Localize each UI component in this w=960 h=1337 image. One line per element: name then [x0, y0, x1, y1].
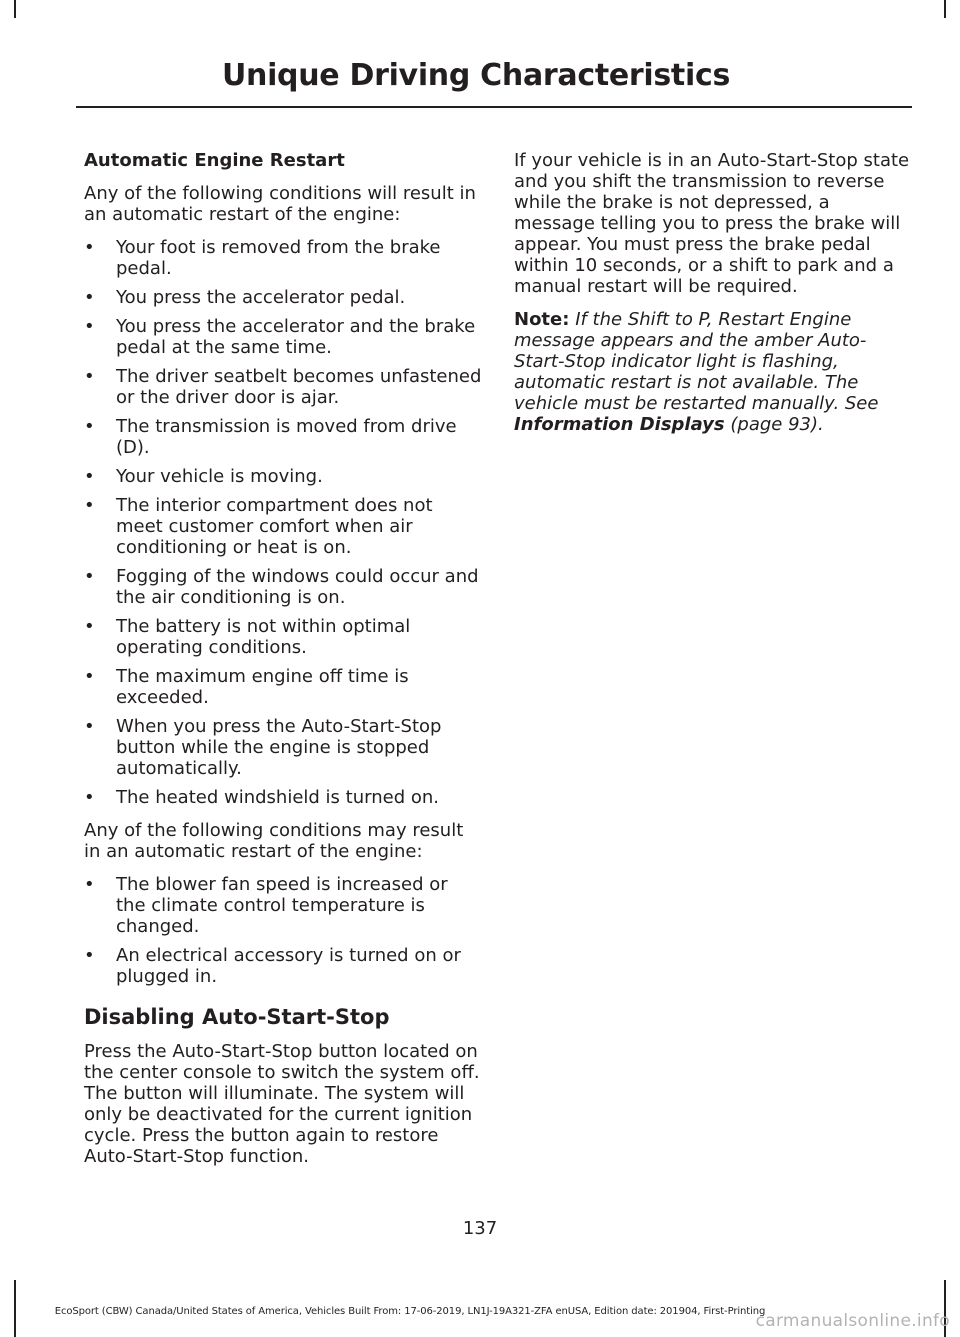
page-number: 137	[462, 1218, 498, 1239]
list-item: • When you press the Auto-Start-Stop button while the engine is stopped automatically.	[84, 716, 442, 779]
may-restart-list	[84, 874, 482, 987]
reverse-shift-paragraph: If your vehicle is in an Auto-Start-Stop state and you shift the transmission to reverse while the brake is not depressed, a message telling you to press the brake will appear. You must press the brake pedal within 10 seconds, or a shift to park and a manual restart will be required.	[514, 150, 910, 297]
bullet: •	[84, 666, 95, 687]
list-item: • The transmission is moved from drive (D).	[84, 416, 457, 458]
note-text: If the Shift to P, Restart Engine message appears and the amber Auto-Start-Stop indicator light is flashing, automatic restart is not available. The vehicle must be restarted manually. See	[514, 309, 879, 414]
page-reference: (page 93).	[730, 414, 824, 435]
list-item: • An electrical accessory is turned on or plugged in.	[84, 945, 461, 987]
left-column	[84, 150, 482, 1179]
bullet: •	[84, 495, 95, 516]
page-header-title: Unique Driving Characteristics	[221, 58, 730, 93]
list-item: • The heated windshield is turned on.	[84, 787, 439, 808]
bullet: •	[84, 716, 95, 737]
list-item: • You press the accelerator pedal.	[84, 287, 406, 308]
crop-mark-top-left	[14, 0, 16, 18]
list-item: • The blower fan speed is increased or the climate control temperature is changed.	[84, 874, 448, 937]
bullet: •	[84, 874, 95, 895]
disabling-paragraph: Press the Auto-Start-Stop button located on the center console to switch the system off. The button will illuminate. The system will only be deactivated for the current ignition cycle. Press the button again to restore Auto-Start-Stop function.	[84, 1041, 480, 1167]
bullet: •	[84, 566, 95, 587]
bullet: •	[84, 945, 95, 966]
list-item: • The maximum engine off time is exceeded.	[84, 666, 409, 708]
list-item: • Your foot is removed from the brake pedal.	[84, 237, 441, 279]
list-item: • Fogging of the windows could occur and the air conditioning is on.	[84, 566, 479, 608]
bullet: •	[84, 316, 95, 337]
list-item: • You press the accelerator and the brake pedal at the same time.	[84, 316, 476, 358]
will-restart-list	[84, 237, 482, 808]
right-column	[514, 150, 912, 447]
list-item: • The driver seatbelt becomes unfastened or the driver door is ajar.	[84, 366, 482, 408]
footer-edition-info: EcoSport (CBW) Canada/United States of America, Vehicles Built From: 17-06-2019, LN1J-19A321-ZFA enUSA, Edition date: 201904, First-Printing	[54, 1306, 766, 1317]
note-paragraph	[514, 309, 912, 435]
intro-may-result: Any of the following conditions may result in an automatic restart of the engine:	[84, 820, 464, 862]
bullet: •	[84, 616, 95, 637]
list-item: • Your vehicle is moving.	[84, 466, 323, 487]
intro-will-result: Any of the following conditions will result in an automatic restart of the engine:	[84, 183, 476, 225]
bullet: •	[84, 237, 95, 258]
watermark: carmanualsonline.info	[755, 1311, 950, 1331]
list-item: • The interior compartment does not meet customer comfort when air conditioning or heat is on.	[84, 495, 433, 558]
bullet: •	[84, 366, 95, 387]
bullet: •	[84, 466, 95, 487]
bullet: •	[84, 416, 95, 437]
heading-disabling-auto-start-stop: Disabling Auto-Start-Stop	[84, 1005, 390, 1029]
crop-mark-top-right	[944, 0, 946, 18]
header-rule	[76, 106, 912, 108]
bullet: •	[84, 787, 95, 808]
information-displays-link[interactable]: Information Displays	[514, 414, 725, 435]
heading-automatic-engine-restart: Automatic Engine Restart	[84, 150, 345, 171]
note-label: Note:	[514, 309, 570, 330]
bullet: •	[84, 287, 95, 308]
list-item: • The battery is not within optimal operating conditions.	[84, 616, 411, 658]
